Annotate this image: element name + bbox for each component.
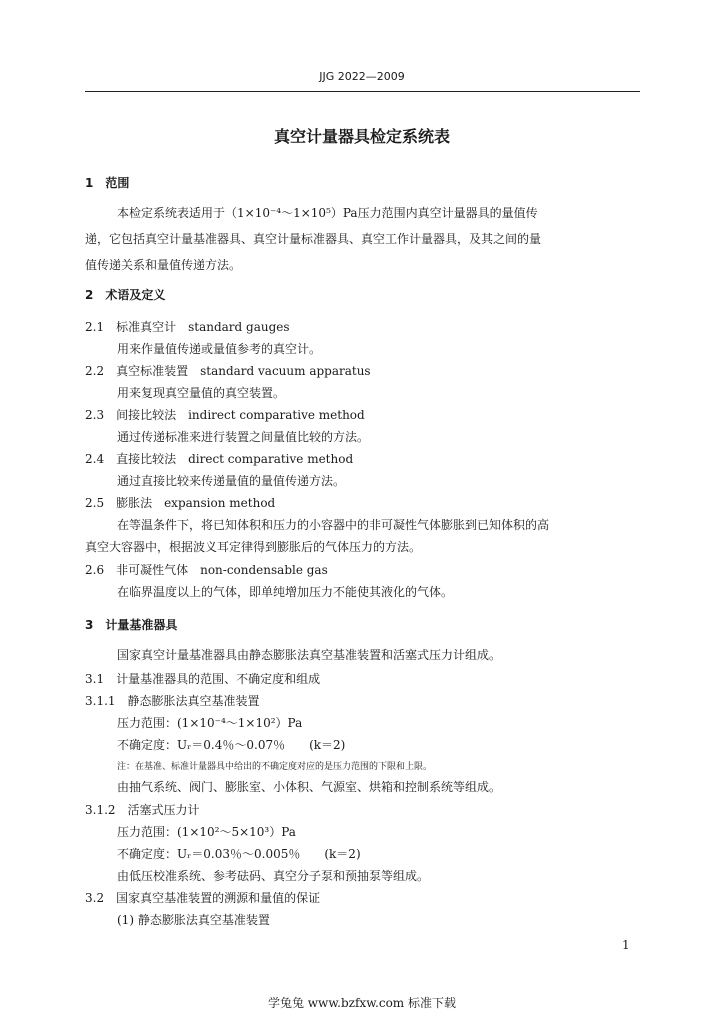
- note-line: 注：在基准、标准计量器具中给出的不确定度对应的是压力范围的下限和上限。: [117, 762, 433, 772]
- text-line: 2.5 膨胀法 expansion method: [85, 496, 276, 510]
- section-heading: 2 术语及定义: [85, 288, 166, 302]
- header-rule: [85, 91, 640, 92]
- text-line: 真空大容器中，根据波义耳定律得到膨胀后的气体压力的方法。: [85, 540, 422, 554]
- text-line: 本检定系统表适用于（1×10⁻⁴～1×10⁵）Pa压力范围内真空计量器具的量值传: [117, 206, 538, 220]
- text-line: 3.2 国家真空基准装置的溯源和量值的保证: [85, 891, 321, 905]
- section-heading: 3 计量基准器具: [85, 618, 178, 632]
- text-line: 由低压校准系统、参考砝码、真空分子泵和预抽泵等组成。: [117, 869, 430, 883]
- text-line: 2.6 非可凝性气体 non-condensable gas: [85, 563, 328, 577]
- footer-watermark: 学兔兔 www.bzfxw.com 标准下载: [267, 996, 457, 1010]
- text-line: 3.1.1 静态膨胀法真空基准装置: [85, 694, 260, 708]
- text-line: 用来作量值传递或量值参考的真空计。: [117, 342, 322, 356]
- text-line: 值传递关系和量值传递方法。: [85, 258, 242, 272]
- text-line: 压力范围：(1×10²～5×10³）Pa: [117, 825, 296, 839]
- text-line: 由抽气系统、阀门、膨胀室、小体积、气源室、烘箱和控制系统等组成。: [117, 780, 502, 794]
- text-line: 国家真空计量基准器具由静态膨胀法真空基准装置和活塞式压力计组成。: [117, 648, 502, 662]
- text-line: 不确定度：Uᵣ＝0.03％～0.005％ (k＝2): [117, 847, 361, 861]
- text-line: 在等温条件下，将已知体积和压力的小容器中的非可凝性气体膨胀到已知体积的高: [117, 518, 550, 532]
- text-line: 压力范围：(1×10⁻⁴～1×10²）Pa: [117, 716, 303, 730]
- text-line: (1) 静态膨胀法真空基准装置: [117, 913, 270, 927]
- text-line: 3.1.2 活塞式压力计: [85, 803, 200, 817]
- text-line: 用来复现真空量值的真空装置。: [117, 386, 286, 400]
- text-line: 2.2 真空标准装置 standard vacuum apparatus: [85, 364, 371, 378]
- document-title: 真空计量器具检定系统表: [273, 127, 450, 146]
- text-line: 递，它包括真空计量基准器具、真空计量标准器具、真空工作计量器具，及其之间的量: [85, 232, 542, 246]
- text-line: 3.1 计量基准器具的范围、不确定度和组成: [85, 672, 321, 686]
- text-line: 2.4 直接比较法 direct comparative method: [85, 452, 354, 466]
- running-header: JJG 2022—2009: [319, 70, 405, 83]
- text-line: 通过传递标准来进行装置之间量值比较的方法。: [117, 430, 370, 444]
- text-line: 2.1 标准真空计 standard gauges: [85, 320, 290, 334]
- text-line: 在临界温度以上的气体，即单纯增加压力不能使其液化的气体。: [117, 585, 454, 599]
- section-heading: 1 范围: [85, 176, 130, 190]
- text-line: 不确定度：Uᵣ＝0.4％～0.07％ (k＝2): [117, 738, 346, 752]
- text-line: 通过直接比较来传递量值的量值传递方法。: [117, 474, 346, 488]
- page-number: 1: [622, 938, 630, 952]
- text-line: 2.3 间接比较法 indirect comparative method: [85, 408, 365, 422]
